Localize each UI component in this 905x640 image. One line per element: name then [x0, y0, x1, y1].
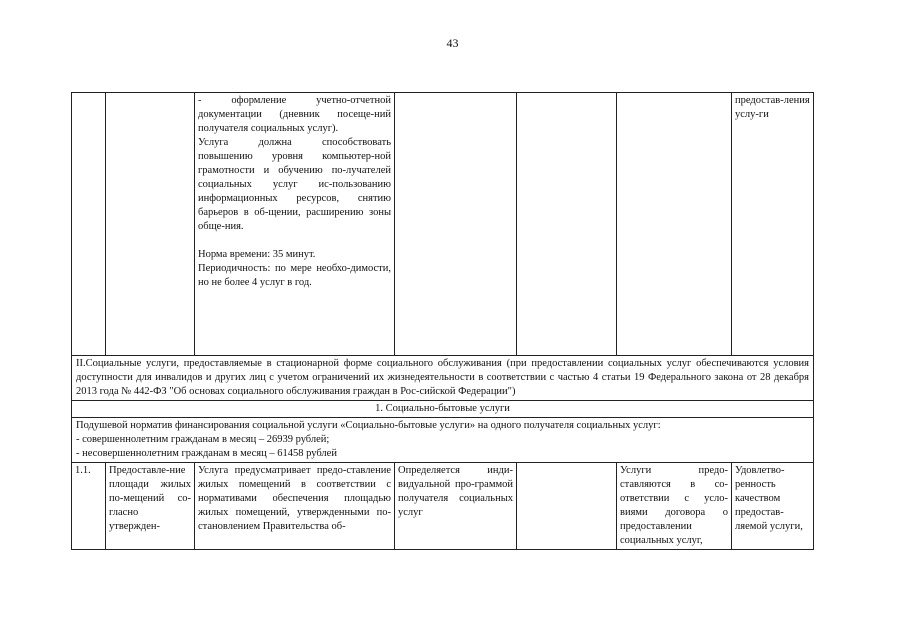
description-paragraph: - оформление учетно-отчетной документации (дневник посеще-ний получателя социальных услуг).	[198, 95, 391, 134]
cell-term	[517, 93, 617, 356]
cell-conditions: Услуги предо-ставляются в со-ответствии с усло-виями договора о предоставлении социальных услуг,	[617, 463, 732, 550]
funding-line-minors: - несовершеннолетним гражданам в месяц – 61458 рублей	[76, 448, 337, 459]
funding-norm	[72, 418, 814, 463]
cell-volume: Определяется инди-видуальной про-граммой получателя социальных услуг	[395, 463, 517, 550]
description-paragraph: Услуга должна способствовать повышению уровня компьютер-ной грамотности и обучению по-лучателей социальных услуг ис-пользованию информационных ресурсов, снятию барьеров в об-щении, расширению зоны обще-ния.	[198, 137, 391, 232]
funding-row	[72, 418, 814, 463]
cell-description	[195, 463, 395, 550]
page-number: 43	[446, 36, 459, 50]
cell-number	[72, 93, 106, 356]
services-table	[71, 92, 814, 550]
cell-indicators: предостав-ления услу-ги	[732, 93, 814, 356]
funding-line-adults: - совершеннолетним гражданам в месяц – 26939 рублей;	[76, 434, 330, 445]
cell-indicators: Удовлетво-ренность качеством предостав-ляемой услуги,	[732, 463, 814, 550]
subsection-row	[72, 401, 814, 418]
service-description: Услуга предусматривает предо-ставление жилых помещений в соответствии с нормативами обеспечения площадью жилых помещений, утвержденными по-становлением Правительства об-	[198, 465, 391, 532]
cell-description	[195, 93, 395, 356]
cell-conditions	[617, 93, 732, 356]
time-norm: Норма времени: 35 минут.	[198, 249, 316, 260]
funding-line: Подушевой норматив финансирования социальной услуги «Социально-бытовые услуги» на одного получателя социальных услуг:	[76, 420, 661, 431]
table-row-continuation	[72, 93, 814, 356]
table-row-1-1	[72, 463, 814, 550]
cell-term	[517, 463, 617, 550]
cell-number: 1.1.	[72, 463, 106, 550]
cell-name	[106, 463, 195, 550]
description-spacer	[198, 234, 391, 248]
subsection-title: 1. Социально-бытовые услуги	[72, 401, 814, 418]
service-name: Предоставле-ние площади жилых по-мещений со-гласно утвержден-	[109, 465, 191, 532]
section-row	[72, 356, 814, 401]
periodicity: Периодичность: по мере необхо-димости, но не более 4 услуг в год.	[198, 263, 391, 288]
cell-name	[106, 93, 195, 356]
section-ii-heading: II.Социальные услуги, предоставляемые в стационарной форме социального обслуживания (при предоставлении социальных услуг обеспечиваются условия доступности для инвалидов и других лиц с учетом ограничений их жизнедеятельности в соответствии с частью 4 статьи 19 Федерального закона от 28 декабря 2013 года № 442-ФЗ "Об основах социального обслуживания граждан в Рос-сийской Федерации")	[72, 356, 814, 401]
cell-volume	[395, 93, 517, 356]
